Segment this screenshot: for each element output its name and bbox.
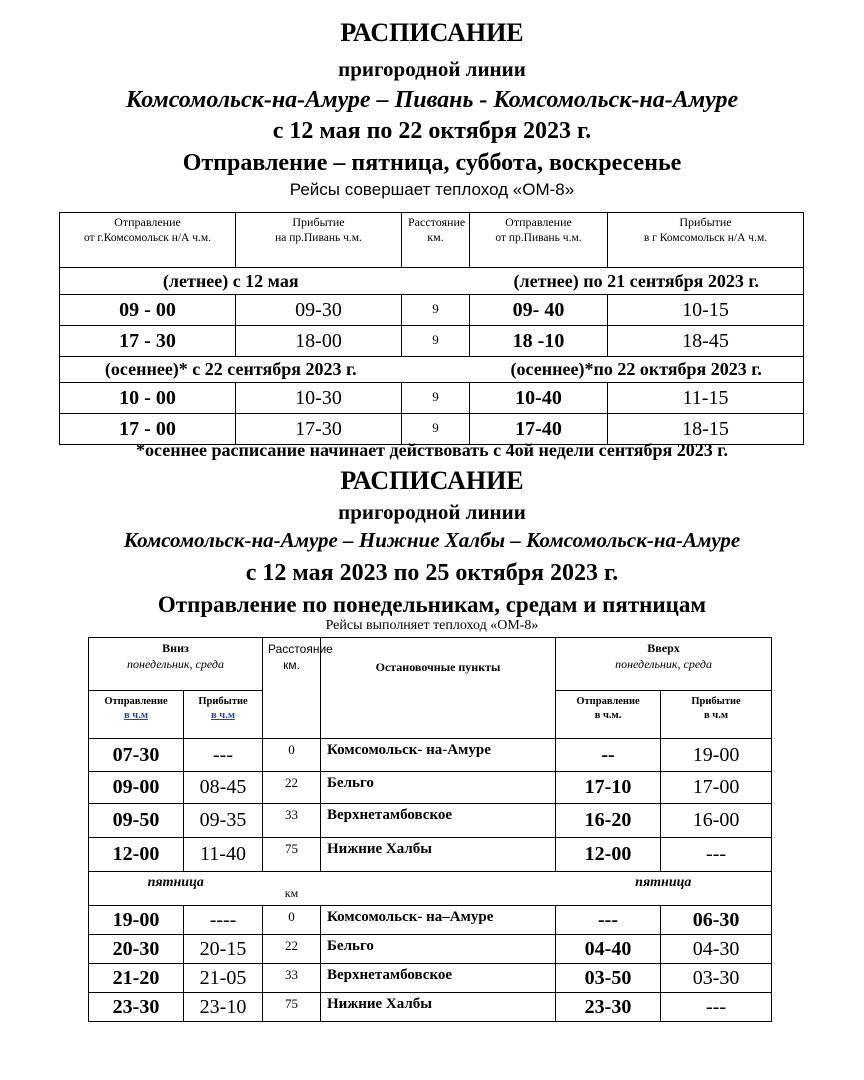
season-gap xyxy=(402,357,470,383)
period-1: с 12 мая по 22 октября 2023 г. xyxy=(272,118,592,144)
header-departure-down: Отправление в ч.м xyxy=(89,691,184,739)
arrival-time: 08-45 xyxy=(184,772,263,804)
return-arrival-time: 18-15 xyxy=(608,414,804,445)
table-row xyxy=(89,935,772,964)
header-departure-from-city: Отправление от г.Комсомольск н/А ч.м. xyxy=(60,213,236,268)
distance-km: 22 xyxy=(263,935,321,964)
return-arrival-time: 18-45 xyxy=(608,326,804,357)
stop-name: Нижние Халбы xyxy=(321,993,556,1022)
stop-name: Бельго xyxy=(321,772,556,804)
departure-time: 10 - 00 xyxy=(60,383,236,414)
friday-km-label: км xyxy=(263,872,321,906)
arrival-time: 09-35 xyxy=(184,804,263,838)
stop-name: Комсомольск- на–Амуре xyxy=(321,906,556,935)
departure-time: 09-50 xyxy=(89,804,184,838)
return-arrival-time: 04-30 xyxy=(661,935,772,964)
departure-time: 17 - 00 xyxy=(60,414,236,445)
schedule-subtitle-1: пригородной линии xyxy=(338,57,526,81)
table-row xyxy=(89,906,772,935)
season-gap xyxy=(402,268,470,295)
header-stops: Остановочные пункты xyxy=(321,638,556,739)
departure-time: 09 - 00 xyxy=(60,295,236,326)
table-row xyxy=(89,993,772,1022)
route-title-1: Комсомольск-на-Амуре – Пивань - Комсомольск-на-Амуре xyxy=(125,87,739,113)
distance-km: 9 xyxy=(402,414,470,445)
return-departure-time: 09- 40 xyxy=(470,295,608,326)
distance-km: 75 xyxy=(263,838,321,872)
table-row xyxy=(89,964,772,993)
friday-label-left: пятница xyxy=(89,872,263,906)
friday-gap xyxy=(321,872,556,906)
summer-label-left: (летнее) с 12 мая xyxy=(60,268,402,295)
stop-name: Бельго xyxy=(321,935,556,964)
return-departure-time: 17-40 xyxy=(470,414,608,445)
header-distance: Расстояние км. xyxy=(402,213,470,268)
arrival-time: 18-00 xyxy=(236,326,402,357)
header-down: Вниз понедельник, среда xyxy=(89,638,263,691)
route-title-2: Комсомольск-на-Амуре – Нижние Халбы – Комсомольск-на-Амуре xyxy=(123,528,741,552)
arrival-time: 09-30 xyxy=(236,295,402,326)
autumn-label-left: (осеннее)* с 22 сентября 2023 г. xyxy=(60,357,402,383)
return-arrival-time: 06-30 xyxy=(661,906,772,935)
distance-km: 0 xyxy=(263,906,321,935)
return-departure-time: 03-50 xyxy=(556,964,661,993)
header-arrival-city: Прибытие в г Комсомольск н/А ч.м. xyxy=(608,213,804,268)
season-row-autumn xyxy=(60,357,804,383)
return-departure-time: 18 -10 xyxy=(470,326,608,357)
summer-label-right: (летнее) по 21 сентября 2023 г. xyxy=(470,268,804,295)
arrival-time: 11-40 xyxy=(184,838,263,872)
distance-km: 33 xyxy=(263,804,321,838)
header-arrival-down: Прибытие в ч.м xyxy=(184,691,263,739)
return-departure-time: 16-20 xyxy=(556,804,661,838)
arrival-time: 20-15 xyxy=(184,935,263,964)
return-arrival-time: --- xyxy=(661,993,772,1022)
stop-name: Верхнетамбовское xyxy=(321,804,556,838)
friday-label-right: пятница xyxy=(556,872,772,906)
distance-km: 75 xyxy=(263,993,321,1022)
table-row xyxy=(60,326,804,357)
return-arrival-time: 19-00 xyxy=(661,739,772,772)
distance-km: 22 xyxy=(263,772,321,804)
autumn-label-right: (осеннее)*по 22 октября 2023 г. xyxy=(470,357,804,383)
return-arrival-time: 03-30 xyxy=(661,964,772,993)
return-arrival-time: --- xyxy=(661,838,772,872)
departure-time: 23-30 xyxy=(89,993,184,1022)
table-row xyxy=(60,383,804,414)
distance-km: 9 xyxy=(402,383,470,414)
schedule-table-2 xyxy=(88,637,772,1022)
arrival-time: 21-05 xyxy=(184,964,263,993)
return-departure-time: 17-10 xyxy=(556,772,661,804)
vessel-note-2: Рейсы выполняет теплоход «ОМ-8» xyxy=(325,618,539,633)
schedule-table-1 xyxy=(59,212,804,445)
arrival-time: ---- xyxy=(184,906,263,935)
return-departure-time: 12-00 xyxy=(556,838,661,872)
table-header-row xyxy=(89,638,772,691)
table-row xyxy=(60,295,804,326)
return-arrival-time: 16-00 xyxy=(661,804,772,838)
schedule-title-1: РАСПИСАНИЕ xyxy=(340,18,524,47)
return-departure-time: -- xyxy=(556,739,661,772)
distance-km: 33 xyxy=(263,964,321,993)
header-arrival-up: Прибытие в ч.м xyxy=(661,691,772,739)
period-2: с 12 мая 2023 по 25 октября 2023 г. xyxy=(245,560,619,586)
header-departure-pivan: Отправление от пр.Пивань ч.м. xyxy=(470,213,608,268)
table-header-row xyxy=(60,213,804,268)
table-row xyxy=(89,804,772,838)
arrival-time: 23-10 xyxy=(184,993,263,1022)
table-row xyxy=(89,772,772,804)
return-arrival-time: 11-15 xyxy=(608,383,804,414)
departure-time: 21-20 xyxy=(89,964,184,993)
arrival-time: --- xyxy=(184,739,263,772)
days-2: Отправление по понедельникам, средам и пятницам xyxy=(157,592,707,617)
header-up: Вверх понедельник, среда xyxy=(556,638,772,691)
header-departure-up: Отправление в ч.м. xyxy=(556,691,661,739)
return-arrival-time: 10-15 xyxy=(608,295,804,326)
stop-name: Нижние Халбы xyxy=(321,838,556,872)
arrival-time: 17-30 xyxy=(236,414,402,445)
return-arrival-time: 17-00 xyxy=(661,772,772,804)
stop-name: Верхнетамбовское xyxy=(321,964,556,993)
departure-time: 09-00 xyxy=(89,772,184,804)
return-departure-time: --- xyxy=(556,906,661,935)
return-departure-time: 04-40 xyxy=(556,935,661,964)
schedule-subtitle-2: пригородной линии xyxy=(338,500,526,524)
season-row-summer xyxy=(60,268,804,295)
departure-time: 17 - 30 xyxy=(60,326,236,357)
departure-time: 12-00 xyxy=(89,838,184,872)
departure-time: 20-30 xyxy=(89,935,184,964)
return-departure-time: 23-30 xyxy=(556,993,661,1022)
stop-name: Комсомольск- на-Амуре xyxy=(321,739,556,772)
days-1: Отправление – пятница, суббота, воскресенье xyxy=(182,150,682,176)
header-distance: Расстояние км. xyxy=(263,638,321,739)
arrival-time: 10-30 xyxy=(236,383,402,414)
distance-km: 0 xyxy=(263,739,321,772)
distance-km: 9 xyxy=(402,295,470,326)
table-row xyxy=(89,739,772,772)
departure-time: 07-30 xyxy=(89,739,184,772)
departure-time: 19-00 xyxy=(89,906,184,935)
autumn-footnote: *осеннее расписание начинает действовать с 4ой недели сентября 2023 г. xyxy=(136,440,728,460)
table-row xyxy=(89,838,772,872)
header-arrival-pivan: Прибытие на пр.Пивань ч.м. xyxy=(236,213,402,268)
schedule-title-2: РАСПИСАНИЕ xyxy=(340,466,524,495)
distance-km: 9 xyxy=(402,326,470,357)
return-departure-time: 10-40 xyxy=(470,383,608,414)
friday-row xyxy=(89,872,772,906)
vessel-note-1: Рейсы совершает теплоход «ОМ-8» xyxy=(289,180,575,199)
